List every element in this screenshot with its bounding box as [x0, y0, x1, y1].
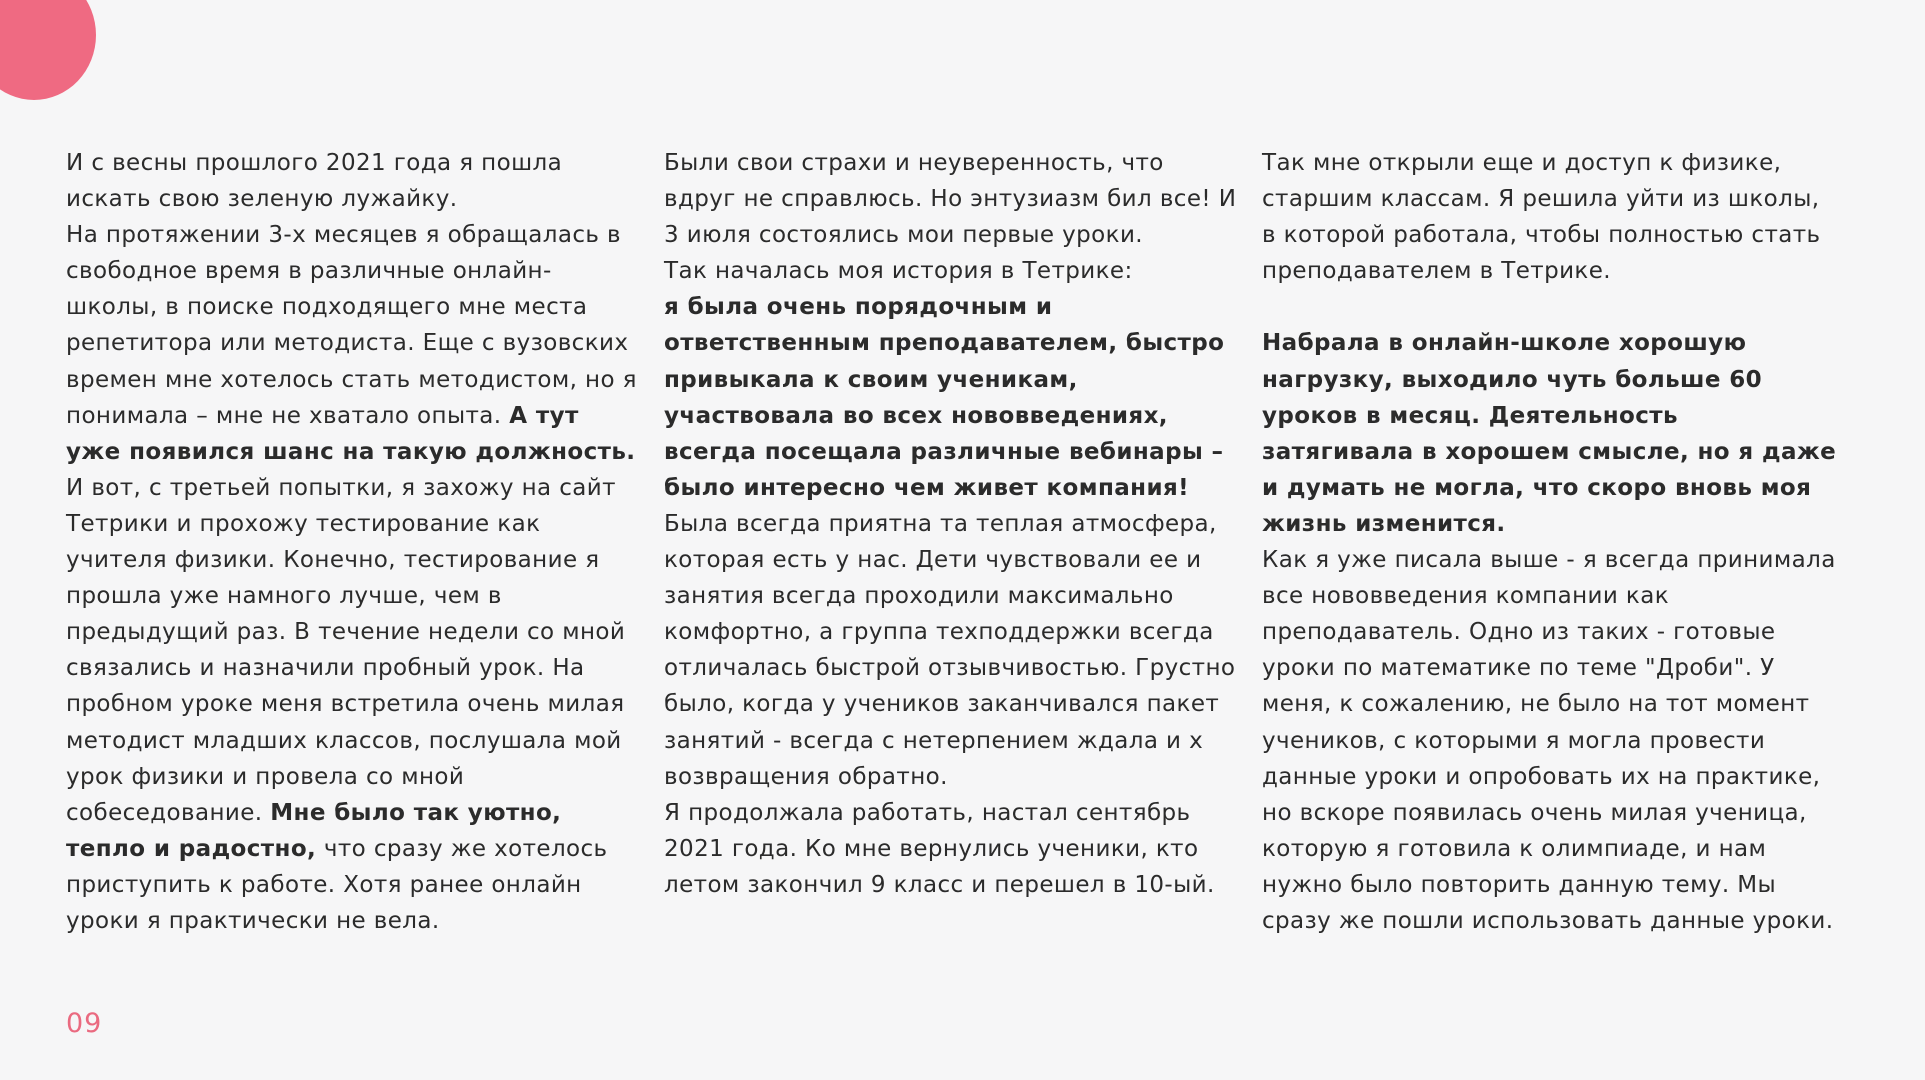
paragraph: [66, 217, 641, 470]
paragraph: [664, 795, 1239, 903]
text: Как я уже писала выше - я всегда принимала все нововведения компании как преподаватель. Одно из таких - готовые уроки по математике по теме "Дроби". У меня, к сожалению, не было на тот момент учеников, с которыми я могла провести данные уроки и опробовать их на практике, но вскоре появилась очень милая ученица, которую я готовила к олимпиаде, и нам нужно было повторить данную тему. Мы сразу же пошли использовать данные уроки.: [1262, 547, 1836, 934]
text: И с весны прошлого 2021 года я пошла искать свою зеленую лужайку.: [66, 150, 563, 213]
text: Я продолжала работать, настал сентябрь 2021 года. Ко мне вернулись ученики, кто летом закончил 9 класс и перешел в 10-ый.: [664, 799, 1215, 898]
paragraph: [1262, 542, 1837, 939]
text: Так началась моя история в Тетрике:: [664, 258, 1133, 285]
bold-text: А тут уже появился шанс на такую должность.: [66, 402, 636, 465]
text: Были свои страхи и неуверенность, что вдруг не справлюсь. Но энтузиазм бил все! И 3 июля состоялись мои первые уроки.: [664, 150, 1237, 249]
page-number: 09: [66, 1008, 103, 1039]
paragraph: [1262, 325, 1837, 542]
text-column-2: [664, 145, 1239, 903]
paragraph: [664, 289, 1239, 506]
text: что сразу же хотелось приступить к работе. Хотя ранее онлайн уроки я практически не вела.: [66, 835, 608, 934]
paragraph: [664, 506, 1239, 795]
text-column-1: [66, 145, 641, 939]
paragraph: [664, 145, 1239, 253]
paragraph: [66, 470, 641, 939]
text: Была всегда приятна та теплая атмосфера, которая есть у нас. Дети чувствовали ее и занятия всегда проходили максимально комфортно, а группа техподдержки всегда отличалась быстрой отзывчивостью. Грустно было, когда у учеников заканчивался пакет занятий - всегда с нетерпением ждала и х возвращения обратно.: [664, 510, 1236, 790]
text-column-3: [1262, 145, 1837, 939]
paragraph: [664, 253, 1239, 289]
text: Так мне открыли еще и доступ к физике, старшим классам. Я решила уйти из школы, в которой работала, чтобы полностью стать преподавателем в Тетрике.: [1262, 150, 1821, 285]
text: На протяжении 3-х месяцев я обращалась в свободное время в различные онлайн-школы, в поиске подходящего мне места репетитора или методиста. Еще с вузовских времен мне хотелось стать методистом, но я понимала – мне не хватало опыта.: [66, 222, 637, 429]
text: И вот, с третьей попытки, я захожу на сайт Тетрики и прохожу тестирование как учителя физики. Конечно, тестирование я прошла уже намного лучше, чем в предыдущий раз. В течение недели со мной связались и назначили пробный урок. На пробном уроке меня встретила очень милая методист младших классов, послушала мой урок физики и провела со мной собеседование.: [66, 474, 626, 826]
bold-text: Мне было так уютно, тепло и радостно,: [66, 799, 562, 862]
paragraph: [66, 145, 641, 217]
bold-text: Набрала в онлайн-школе хорошую нагрузку, выходило чуть больше 60 уроков в месяц. Деятельность затягивала в хорошем смысле, но я даже и думать не могла, что скоро вновь моя жизнь изменится.: [1262, 330, 1837, 537]
bold-text: я была очень порядочным и ответственным преподавателем, быстро привыкала к своим ученикам, участвовала во всех нововведениях, всегда посещала различные вебинары – было интересно чем живет компания!: [664, 294, 1225, 501]
paragraph: [1262, 145, 1837, 289]
decorative-circle: [0, 0, 96, 100]
